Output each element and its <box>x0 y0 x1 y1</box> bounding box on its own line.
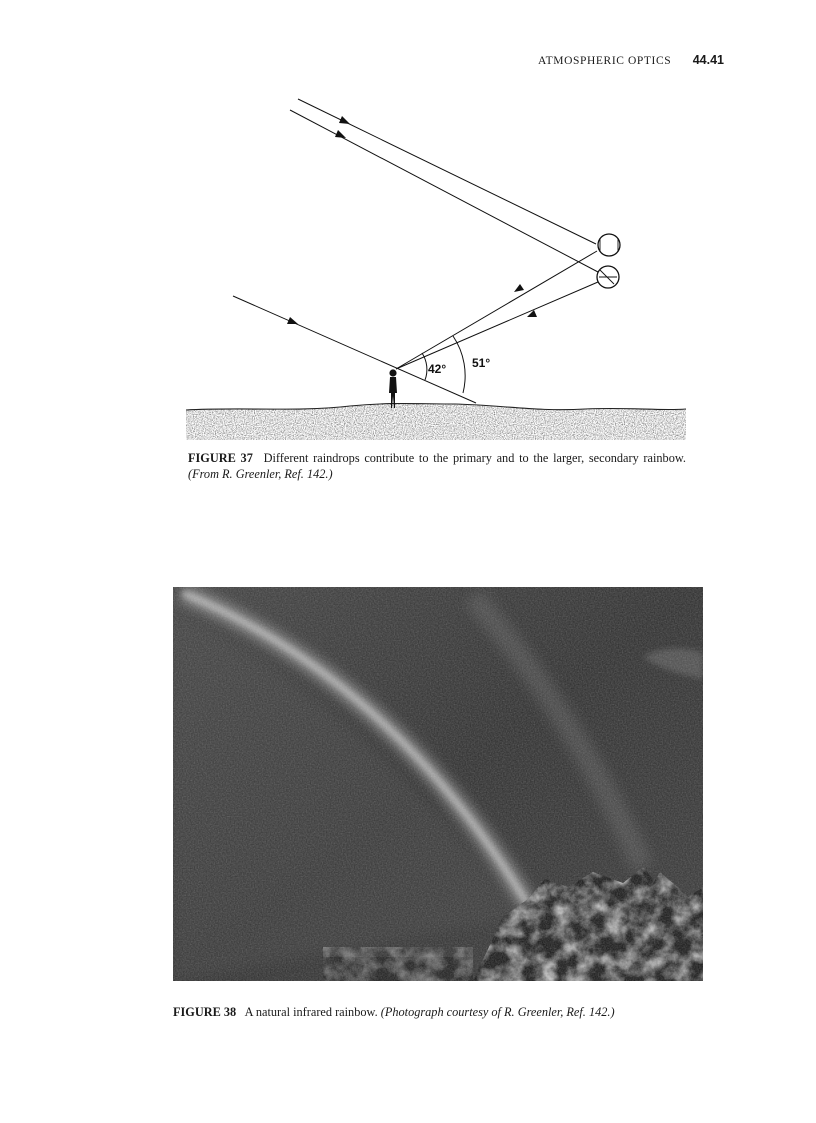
observer-figure <box>389 369 397 408</box>
page-number: 44.41 <box>692 53 724 67</box>
arrow-icon <box>335 130 346 138</box>
figure-37-caption-text: Different raindrops contribute to the primary and to the larger, secondary rainbow. <box>263 451 687 465</box>
ground <box>186 402 686 442</box>
angle-label-42: 42° <box>428 362 447 376</box>
raindrops <box>597 234 620 288</box>
angle-label-51: 51° <box>472 356 491 370</box>
sun-ray-past-observer <box>233 296 476 403</box>
figure-37-diagram <box>0 0 816 450</box>
figure-37-caption <box>188 451 686 482</box>
arc-51 <box>453 336 465 393</box>
arrow-icon <box>514 284 524 292</box>
arrow-icon <box>527 310 537 317</box>
exit-rays <box>396 251 598 369</box>
upper-raindrop <box>598 234 620 256</box>
ray-from-lower-drop <box>396 282 598 369</box>
lower-raindrop <box>597 266 619 288</box>
figure-38-caption <box>173 1005 733 1021</box>
arrow-icon <box>339 116 350 124</box>
figure-38-caption-source: (Photograph courtesy of R. Greenler, Ref. 142.) <box>380 1005 615 1019</box>
arrow-icon <box>287 317 298 324</box>
figure-38-caption-text: A natural infrared rainbow. <box>244 1005 378 1019</box>
figure-37-label: FIGURE 37 <box>188 451 253 465</box>
figure-38-label: FIGURE 38 <box>173 1005 237 1019</box>
figure-38-photo <box>173 587 703 981</box>
section-title: ATMOSPHERIC OPTICS <box>538 55 672 67</box>
figure-37-caption-source: (From R. Greenler, Ref. 142.) <box>188 466 333 481</box>
ray-from-upper-drop <box>396 251 597 369</box>
